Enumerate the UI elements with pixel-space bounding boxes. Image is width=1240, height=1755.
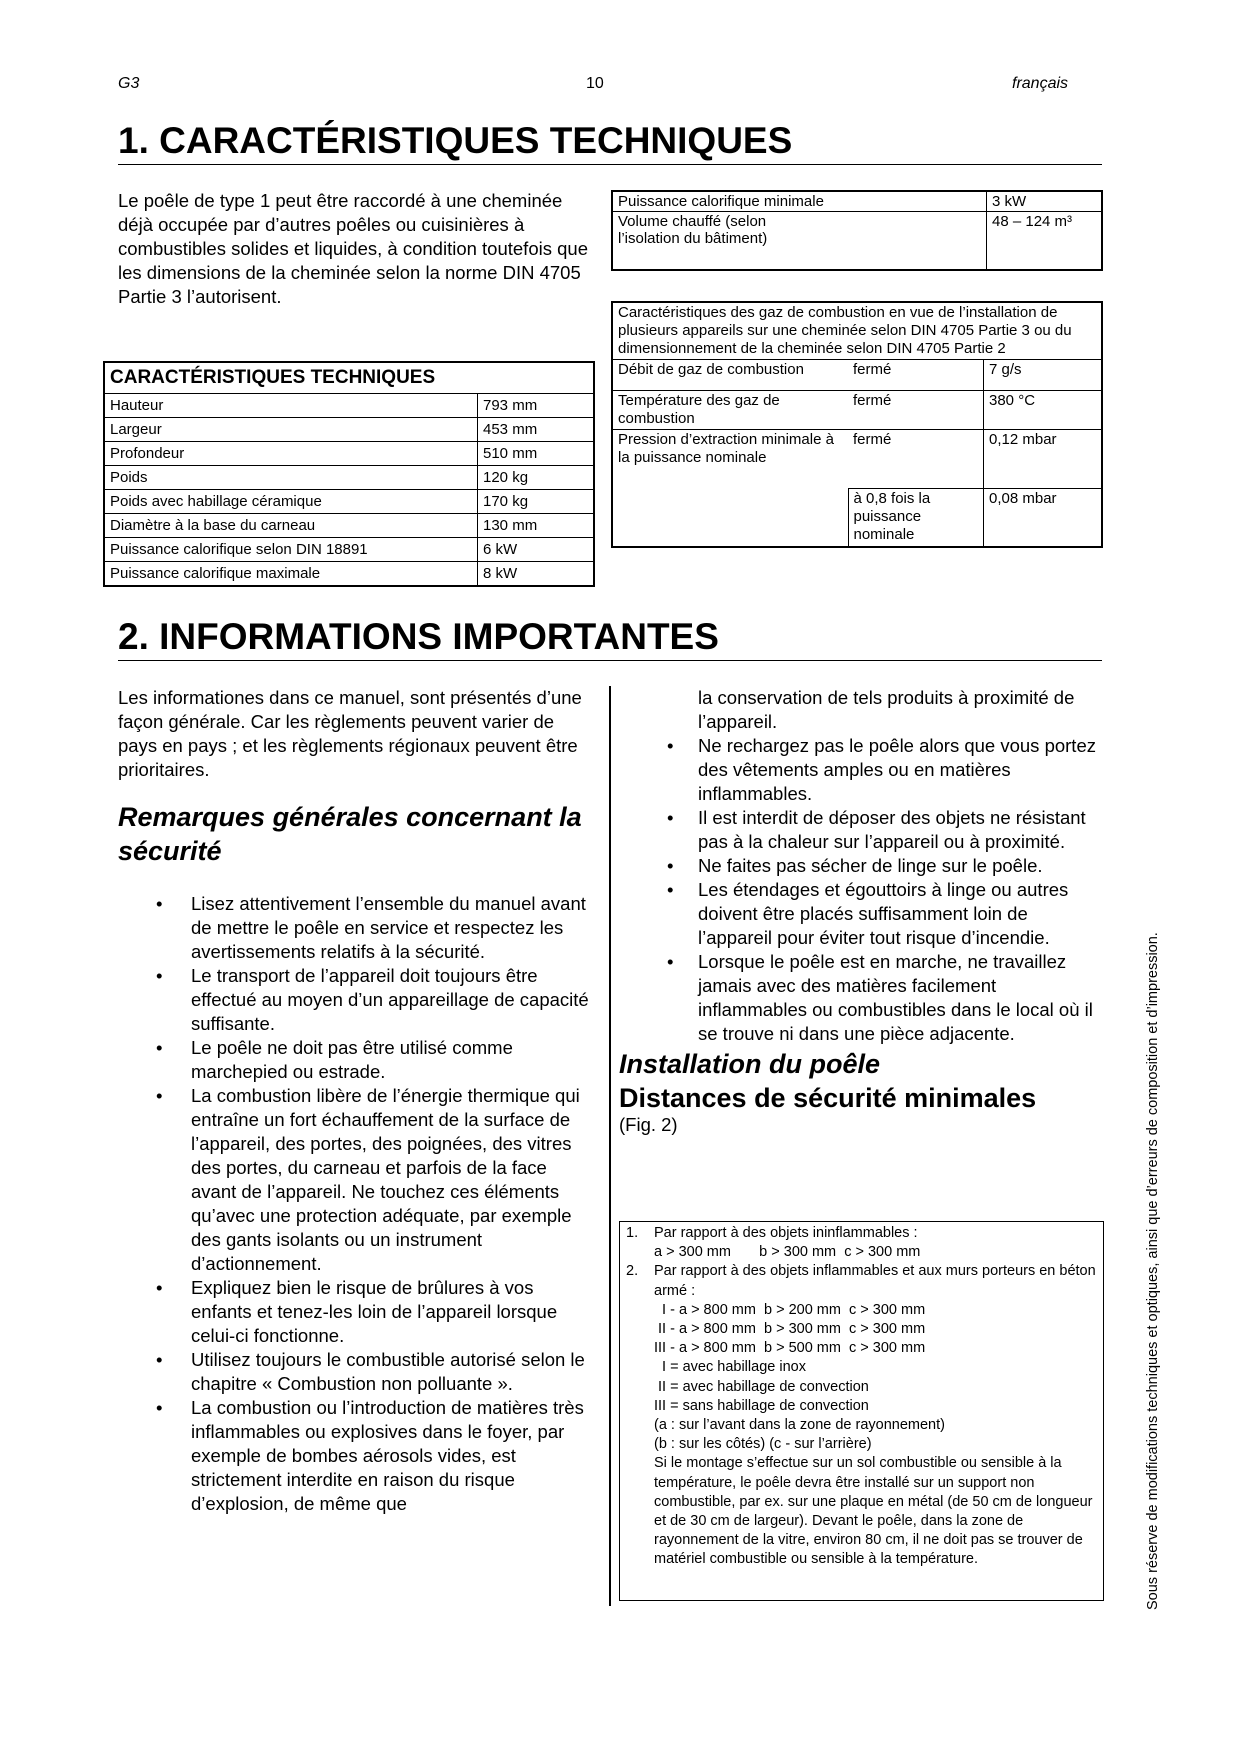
distance-line: II - a > 800 mm b > 300 mm c > 300 mm — [654, 1321, 926, 1338]
cell-condition: fermé — [848, 391, 984, 430]
page-number: 10 — [586, 75, 604, 92]
table-row — [612, 489, 1102, 547]
cell-label: Pression d’extraction minimale à la puissance nominale — [612, 430, 848, 489]
distance-line: I = avec habillage inox — [654, 1359, 806, 1376]
cell-condition: fermé — [848, 360, 984, 391]
cell-label: Diamètre à la base du carneau — [104, 514, 478, 538]
cell-value: 130 mm — [478, 514, 595, 538]
cell-value: 8 kW — [478, 562, 595, 587]
header-language: français — [1012, 75, 1069, 92]
cell-value: 380 °C — [984, 391, 1103, 430]
list-item: • La combustion libère de l’énergie thermique qui entraîne un fort échauffement de la surface de l’appareil, des portes, des poignées, des vitres des portes, du carneau et parfois de la face avant de l’appareil. Ne touchez ces éléments qu’avec une protection adéquate, par exemple des gants isolants ou un instrument d’actionnement. — [156, 1085, 580, 1274]
cell-value: 170 kg — [478, 490, 595, 514]
cell-label: Puissance calorifique selon DIN 18891 — [104, 538, 478, 562]
bullet-icon: • — [156, 965, 163, 986]
distance-item-1: 1. Par rapport à des objets ininflammables : — [626, 1225, 918, 1241]
distance-line: III = sans habillage de convection — [654, 1397, 869, 1414]
table-row — [104, 442, 594, 466]
bullet-icon: • — [667, 807, 674, 828]
cell-condition: à 0,8 fois la puissance nominale — [848, 489, 984, 547]
cell-label: Puissance calorifique maximale — [104, 562, 478, 587]
distance-line: III - a > 800 mm b > 500 mm c > 300 mm — [654, 1340, 926, 1357]
bullet-icon: • — [156, 893, 163, 914]
distance-line: (a : sur l’avant dans la zone de rayonnement) — [654, 1417, 945, 1434]
list-item: • Expliquez bien le risque de brûlures à vos enfants et tenez-les loin de l’appareil lorsque celui-ci fonctionne. — [156, 1277, 558, 1346]
figure-reference: (Fig. 2) — [619, 1114, 678, 1135]
distance-line: I - a > 800 mm b > 200 mm c > 300 mm — [654, 1301, 926, 1318]
list-item: • Il est interdit de déposer des objets ne résistant pas à la chaleur sur l’appareil ou à proximité. — [667, 807, 1086, 852]
list-item: • Ne faites pas sécher de linge sur le poêle. — [667, 855, 1043, 876]
table-row — [612, 360, 1102, 391]
bullet-icon: • — [156, 1397, 163, 1418]
table-row — [612, 191, 1102, 212]
bullet-icon: • — [667, 855, 674, 876]
installation-note: Si le montage s’effectue sur un sol combustible ou sensible à la température, le poêle devra être installé sur un support non combustible, par ex. sur une plaque en métal (de 50 cm de longueur et de 30 cm de largeur). Devant le poêle, dans la zone de rayonnement de la vitre, environ 80 cm, il ne doit pas se trouver de matériel combustible ou sensible à la température. — [654, 1455, 1093, 1568]
gas-table-title: Caractéristiques des gaz de combustion en vue de l’installation de plusieurs appareils sur une cheminée selon DIN 4705 Partie 3 ou du dimensionnement de la cheminée selon DIN 4705 Partie 2 — [618, 304, 1072, 357]
tech-specs-table — [103, 361, 595, 587]
cell-value: 6 kW — [478, 538, 595, 562]
list-item: • Utilisez toujours le combustible autorisé selon le chapitre « Combustion non polluante ». — [156, 1349, 585, 1394]
table-row — [104, 562, 594, 587]
cell-label: Débit de gaz de combustion — [612, 360, 848, 391]
section-1-title: 1. CARACTÉRISTIQUES TECHNIQUES — [118, 118, 1102, 165]
bullet-icon: • — [156, 1085, 163, 1106]
list-item: • Le transport de l’appareil doit toujours être effectué au moyen d’un appareillage de capacité suffisante. — [156, 965, 589, 1034]
cell-value: 793 mm — [478, 394, 595, 418]
cell-value: 510 mm — [478, 442, 595, 466]
cell-label: Largeur — [104, 418, 478, 442]
bullet-icon: • — [667, 879, 674, 900]
distance-item-2: 2. Par rapport à des objets inflammables et aux murs porteurs en béton armé : — [626, 1263, 1096, 1299]
cell-value: 7 g/s — [984, 360, 1103, 391]
cell-value: 3 kW — [987, 191, 1103, 212]
distance-line: II = avec habillage de convection — [654, 1378, 869, 1395]
distance-values-1: a > 300 mm b > 300 mm c > 300 mm — [654, 1244, 921, 1261]
cell-label: Puissance calorifique minimale — [612, 191, 987, 212]
side-disclaimer: Sous réserve de modifications techniques et optiques, ainsi que d’erreurs de composition et d’impression. — [1145, 932, 1161, 1610]
distances-heading: Distances de sécurité minimales — [619, 1083, 1037, 1113]
bullet-icon: • — [667, 951, 674, 972]
power-table — [611, 190, 1103, 271]
table-row — [612, 212, 1102, 271]
cell-label: Poids avec habillage céramique — [104, 490, 478, 514]
install-heading: Installation du poêle — [619, 1049, 881, 1079]
cell-label: Température des gaz de combustion — [612, 391, 848, 430]
table-row — [104, 538, 594, 562]
section-2-intro: Les informationes dans ce manuel, sont présentés d’une façon générale. Car les règlements peuvent varier de pays en pays ; et les règlements régionaux peuvent être prioritaires. — [118, 687, 582, 780]
cell-label: Hauteur — [104, 394, 478, 418]
list-item: • Les étendages et égouttoirs à linge ou autres doivent être placés suffisamment loin de l’appareil pour éviter tout risque d’incendie. — [667, 879, 1069, 948]
distances-box — [619, 1221, 1104, 1601]
table-row — [104, 514, 594, 538]
cell-value: 453 mm — [478, 418, 595, 442]
list-item: • La combustion ou l’introduction de matières très inflammables ou explosives dans le foyer, par exemple de bombes aérosols vides, est strictement interdite en raison du risque d’explosion, de même que — [156, 1397, 584, 1514]
cell-value: 0,12 mbar — [984, 430, 1103, 489]
column-divider — [609, 686, 611, 1606]
cell-label: Profondeur — [104, 442, 478, 466]
distance-line: (b : sur les côtés) (c - sur l’arrière) — [654, 1436, 872, 1453]
tech-table-title: CARACTÉRISTIQUES TECHNIQUES — [104, 362, 594, 394]
table-row — [104, 418, 594, 442]
bullet-icon: • — [667, 735, 674, 756]
list-item: • Le poêle ne doit pas être utilisé comme marchepied ou estrade. — [156, 1037, 513, 1082]
table-row — [104, 394, 594, 418]
table-row — [612, 391, 1102, 430]
cell-value: 120 kg — [478, 466, 595, 490]
continued-text: la conservation de tels produits à proximité de l’appareil. — [698, 687, 1075, 732]
cell-label — [612, 489, 848, 547]
header-model: G3 — [118, 75, 140, 92]
bullet-icon: • — [156, 1037, 163, 1058]
bullet-icon: • — [156, 1349, 163, 1370]
cell-value: 0,08 mbar — [984, 489, 1103, 547]
list-item: • Lorsque le poêle est en marche, ne travaillez jamais avec des matières facilement inflammables ou combustibles dans le local où il se trouve ni dans une pièce adjacente. — [667, 951, 1093, 1044]
flue-gas-table — [611, 301, 1103, 548]
list-item: • Lisez attentivement l’ensemble du manuel avant de mettre le poêle en service et respectez les avertissements relatifs à la sécurité. — [156, 893, 586, 962]
safety-list — [118, 892, 596, 1516]
cell-value: 48 – 124 m³ — [987, 212, 1103, 271]
table-row — [104, 490, 594, 514]
table-row — [612, 430, 1102, 489]
cell-label: Volume chauffé (selon l’isolation du bâtiment) — [612, 212, 987, 271]
section-2-title: 2. INFORMATIONS IMPORTANTES — [118, 614, 1102, 661]
right-column — [619, 686, 1105, 1135]
list-item: • Ne rechargez pas le poêle alors que vous portez des vêtements amples ou en matières inflammables. — [667, 735, 1096, 804]
left-column — [118, 686, 596, 1516]
table-row — [104, 466, 594, 490]
cell-condition: fermé — [848, 430, 984, 489]
cell-label: Poids — [104, 466, 478, 490]
section-1-intro: Le poêle de type 1 peut être raccordé à une cheminée déjà occupée par d’autres poêles ou cuisinières à combustibles solides et liquides, à condition toutefois que les dimensions de la cheminée selon la norme DIN 4705 Partie 3 l’autorisent. — [118, 190, 588, 307]
safety-heading: Remarques générales concernant la sécurité — [118, 802, 582, 866]
bullet-icon: • — [156, 1277, 163, 1298]
